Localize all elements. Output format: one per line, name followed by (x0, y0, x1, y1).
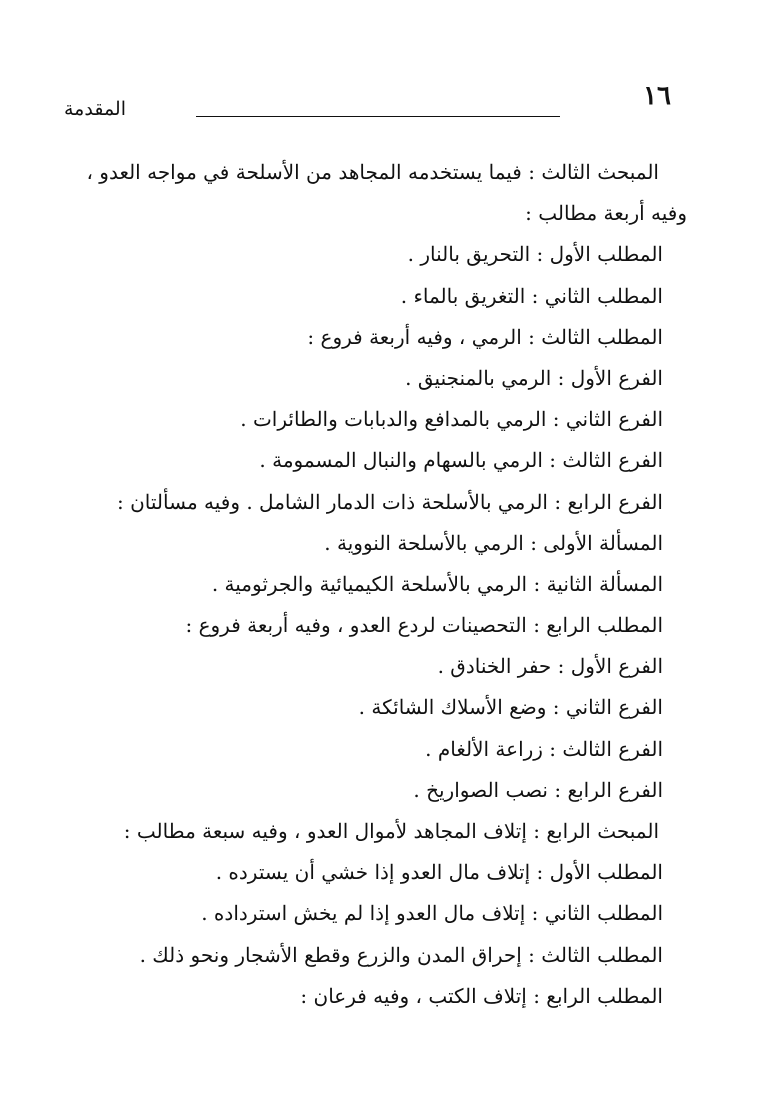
toc-line: الفرع الثاني : الرمي بالمدافع والدبابات والطائرات . (240, 407, 663, 432)
toc-line: المطلب الثاني : إتلاف مال العدو إذا لم يخش استرداده . (201, 901, 663, 926)
toc-line: المبحث الثالث : فيما يستخدمه المجاهد من الأسلحة في مواجه العدو ، (86, 160, 659, 184)
toc-line: المطلب الأول : إتلاف مال العدو إذا خشي أن يسترده . (215, 860, 663, 885)
toc-line: المطلب الأول : التحريق بالنار . (407, 242, 663, 267)
running-title: المقدمة (64, 98, 127, 120)
toc-line: المسألة الأولى : الرمي بالأسلحة النووية . (324, 530, 663, 555)
toc-line: الفرع الثالث : الرمي بالسهام والنبال المسمومة . (259, 448, 663, 473)
toc-line: المطلب الثالث : الرمي ، وفيه أربعة فروع : (307, 324, 663, 349)
toc-line: المطلب الرابع : إتلاف الكتب ، وفيه فرعان : (300, 983, 663, 1008)
toc-line: وفيه أربعة مطالب : (525, 201, 687, 226)
toc-line: المبحث الرابع : إتلاف المجاهد لأموال العدو ، وفيه سبعة مطالب : (123, 819, 659, 843)
toc-line: الفرع الرابع : الرمي بالأسلحة ذات الدمار الشامل . وفيه مسألتان : (117, 489, 663, 514)
toc-line: المطلب الثاني : التغريق بالماء . (400, 283, 663, 308)
toc-line: المطلب الرابع : التحصينات لردع العدو ، وفيه أربعة فروع : (185, 613, 663, 638)
page-number: ١٦ (643, 81, 671, 111)
header-rule (196, 116, 560, 117)
table-of-contents (47, 152, 687, 1017)
toc-line: الفرع الثاني : وضع الأسلاك الشائكة . (358, 695, 663, 720)
toc-line: الفرع الثالث : زراعة الألغام . (425, 736, 663, 761)
toc-line: الفرع الأول : الرمي بالمنجنيق . (405, 365, 663, 390)
toc-line: المطلب الثالث : إحراق المدن والزرع وقطع الأشجار ونحو ذلك . (139, 942, 663, 967)
toc-line: المسألة الثانية : الرمي بالأسلحة الكيميائية والجرثومية . (211, 571, 663, 596)
toc-line: الفرع الرابع : نصب الصواريخ . (413, 777, 663, 802)
toc-line: الفرع الأول : حفر الخنادق . (437, 654, 663, 679)
